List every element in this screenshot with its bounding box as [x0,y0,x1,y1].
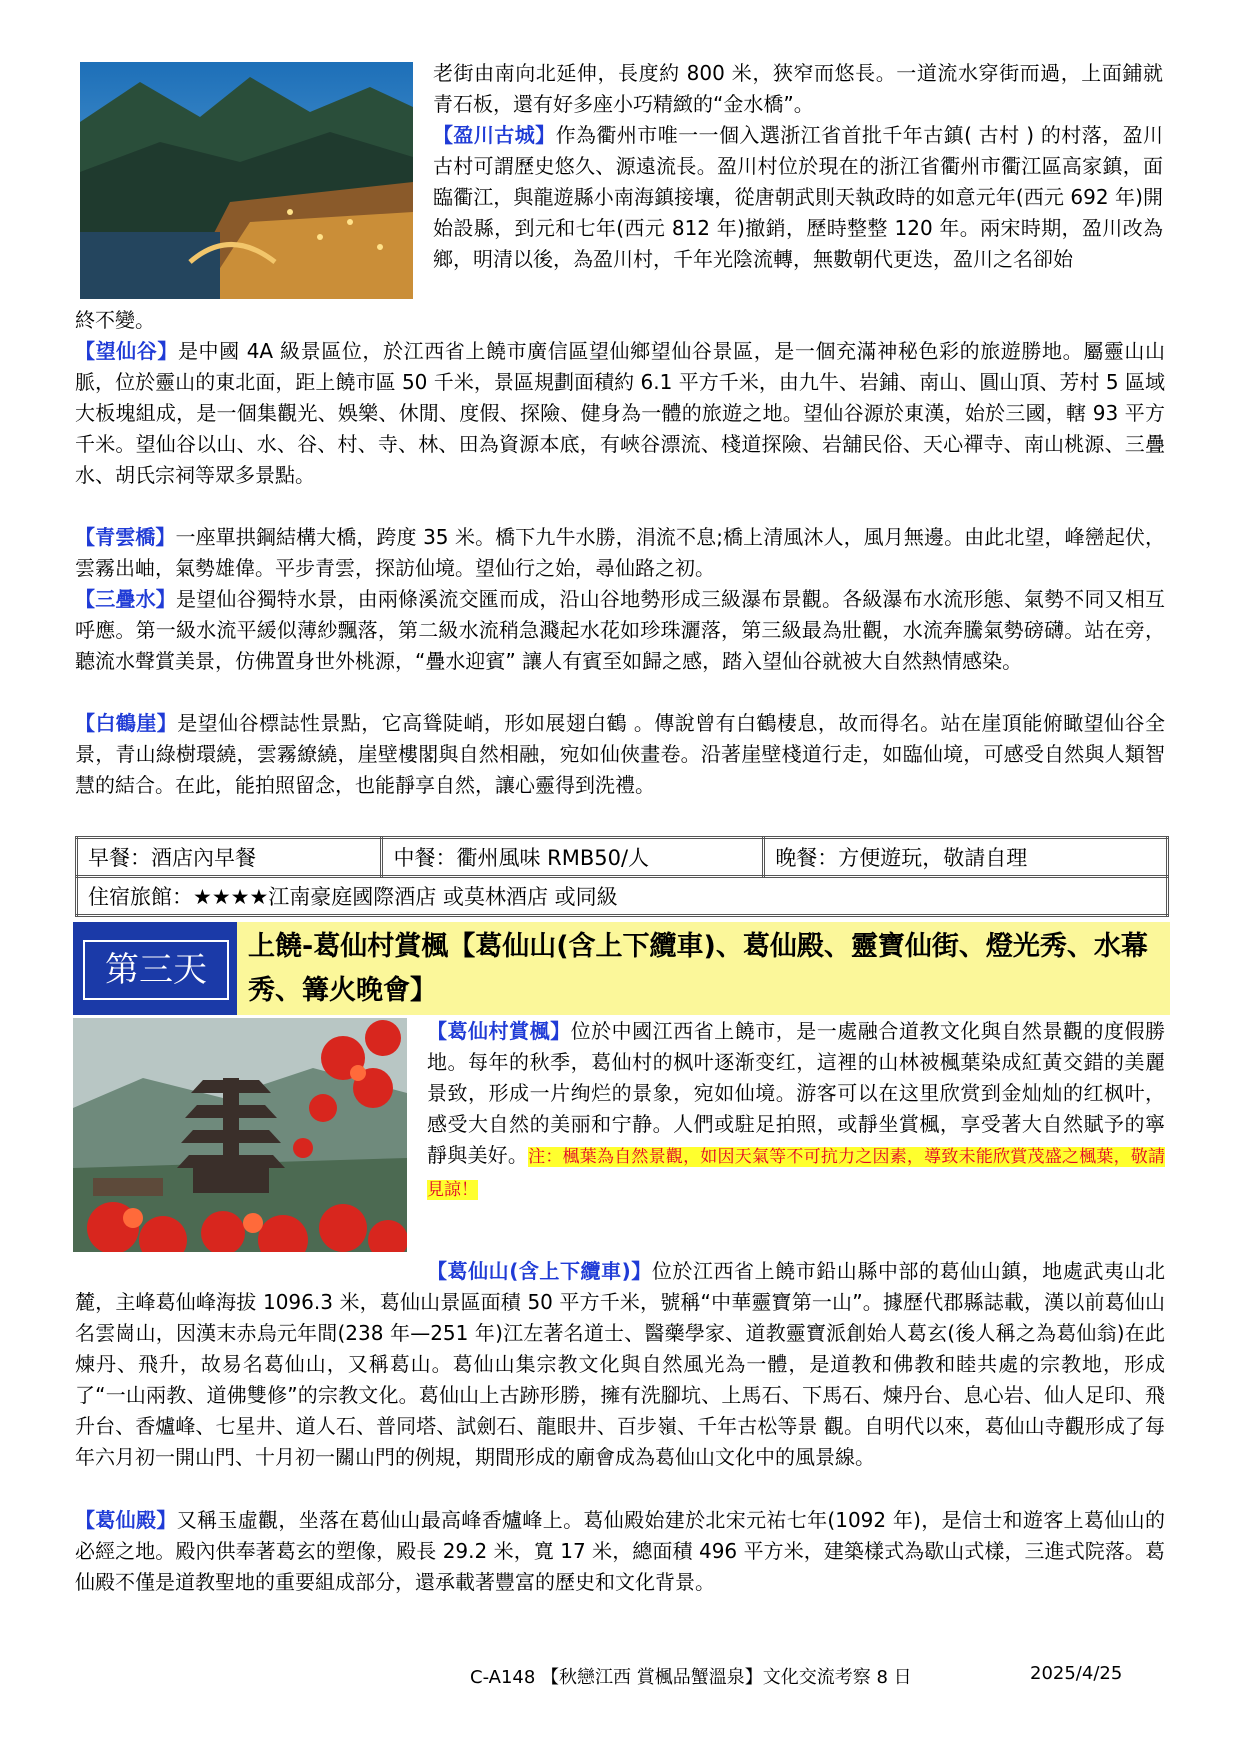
intro-paragraph: 老街由南向北延伸，長度約 800 米，狹窄而悠長。一道流水穿街而過，上面鋪就青石板，還有好多座小巧精緻的“金水橋”。 【盈川古城】作為衢州市唯一一個入選浙江省首批千年古鎮( 古村 ) 的村落，盈川古村可謂歷史悠久、源遠流長。盈川村位於現在的浙江省衢州市衢江區高家鎮，面臨衢江，與龍遊縣小南海鎮接壤，從唐朝武則天執政時的如意元年(西元 692 年)開始設縣，到元和七年(西元 812 年)撤銷，歷時整整 120 年。兩宋時期，盈川改為鄉，明清以後，為盈川村，千年光陰流轉，無數朝代更迭，盈川之名卻始 [433,61,1164,271]
gexiancun-photo [73,1018,407,1252]
baihe-paragraph: 【白鶴崖】是望仙谷標誌性景點，它高聳陡峭，形如展翅白鶴 。傳說曾有白鶴棲息，故而得名。站在崖頂能俯瞰望仙谷全景，青山綠樹環繞，雲霧繚繞，崖壁樓閣與自然相融，宛如仙俠畫卷。沿著崖壁棧道行走，如臨仙境，可感受自然與人類智慧的結合。在此，能拍照留念，也能靜享自然，讓心靈得到洗禮。 [75,711,1166,797]
yingchuan-heading: 【盈川古城】 [433,123,556,147]
sandie-heading: 【三疊水】 [75,587,176,611]
yingchuan-tail: 終不變。 [75,308,155,332]
day3-badge-label: 第三天 [83,940,229,1000]
gexiancun-paragraph: 【葛仙村賞楓】位於中國江西省上饒市，是一處融合道教文化與自然景觀的度假勝地。每年的秋季，葛仙村的枫叶逐渐变红，這裡的山林被楓葉染成紅黃交錯的美麗景致，形成一片绚烂的景象，宛如仙境。游客可以在这里欣赏到金灿灿的红枫叶，感受大自然的美丽和宁静。人們或駐足拍照，或靜坐賞楓，享受著大自然賦予的寧靜與美好。注：楓葉為自然景觀，如因天氣等不可抗力之因素，導致未能欣賞茂盛之楓葉，敬請見諒！ [427,1019,1166,1200]
day3-title: 上饒-葛仙村賞楓【葛仙山(含上下纜車)、葛仙殿、靈寶仙街、燈光秀、水幕秀、篝火晚會】 [248,931,1148,1006]
gexiandian-paragraph: 【葛仙殿】又稱玉虛觀，坐落在葛仙山最高峰香爐峰上。葛仙殿始建於北宋元祐七年(1092 年)，是信士和遊客上葛仙山的必經之地。殿內供奉著葛玄的塑像，殿長 29.2 米，寬 17 米，總面積 496 平方米，建築樣式為歇山式樣，三進式院落。葛仙殿不僅是道教聖地的重要組成部分，還承載著豐富的歷史和文化背景。 [75,1508,1165,1594]
wangxiangu-paragraph: 【望仙谷】是中國 4A 級景區位，於江西省上饒市廣信區望仙鄉望仙谷景區，是一個充滿神秘色彩的旅遊勝地。屬靈山山脈，位於靈山的東北面，距上饒市區 50 千米，景區規劃面積約 6.1 平方千米，由九牛、岩鋪、南山、圓山頂、芳村 5 區域大板塊組成，是一個集觀光、娛樂、休閒、度假、探險、健身為一體的旅遊之地。望仙谷源於東漢，始於三國，轄 93 平方千米。望仙谷以山、水、谷、村、寺、林、田為資源本底，有峽谷漂流、棧道探險、岩舖民俗、天心禪寺、南山桃源、三疊水、胡氏宗祠等眾多景點。 [75,339,1165,487]
breakfast-cell: 早餐：酒店內早餐 [77,838,382,877]
meals-table [75,836,1169,917]
qingyun-heading: 【青雲橋】 [75,525,176,549]
baihe-heading: 【白鶴崖】 [75,711,178,735]
gexiancun-heading: 【葛仙村賞楓】 [427,1019,571,1043]
sandie-paragraph: 【三疊水】是望仙谷獨特水景，由兩條溪流交匯而成，沿山谷地勢形成三級瀑布景觀。各級瀑布水流形態、氣勢不同又相互呼應。第一級水流平緩似薄紗飄落，第二級水流稍急濺起水花如珍珠灑落，第三級最為壯觀，水流奔騰氣勢磅礴。站在旁，聽流水聲賞美景，仿佛置身世外桃源，“疊水迎賓” 讓人有賓至如歸之感，踏入望仙谷就被大自然熱情感染。 [75,587,1166,673]
maple-note: 注：楓葉為自然景觀，如因天氣等不可抗力之因素，導致未能欣賞茂盛之楓葉，敬請見諒！ [427,1147,1166,1200]
hotel-cell: 住宿旅館：★★★★江南豪庭國際酒店 或莫林酒店 或同級 [77,877,1168,916]
gexianshan-paragraph: 【葛仙山(含上下纜車)】位於江西省上饒市鉛山縣中部的葛仙山鎮，地處武夷山北麓，主峰葛仙峰海拔 1096.3 米，葛仙山景區面積 50 平方千米，號稱“中華靈寶第一山”。據歷代郡縣誌載，漢以前葛仙山名雲崗山，因漢末赤烏元年間(238 年—251 年)江左著名道士、醫藥學家、道教靈寶派創始人葛玄(後人稱之為葛仙翁)在此煉丹、飛升，故易名葛仙山，又稱葛山。葛仙山集宗教文化與自然風光為一體，是道教和佛教和睦共處的宗教地，形成了“一山兩教、道佛雙修”的宗教文化。葛仙山上古跡形勝，擁有洗腳坑、上馬石、下馬石、煉丹台、息心岩、仙人足印、飛升台、香爐峰、七星井、道人石、普同塔、試劍石、龍眼井、百步嶺、千年古松等景 觀。自明代以來，葛仙山寺觀形成了每年六月初一開山門、十月初一關山門的例規，期間形成的廟會成為葛仙山文化中的風景線。 [75,1259,1166,1469]
footer-date: 2025/4/25 [1030,1663,1123,1684]
gexianshan-heading: 【葛仙山(含上下纜車)】 [427,1259,652,1283]
lunch-cell: 中餐：衢州風味 RMB50/人 [382,838,764,877]
tour-code: C-A148 【秋戀江西 賞楓品蟹溫泉】文化交流考察 8 日 [470,1667,912,1688]
qingyun-paragraph: 【青雲橋】一座單拱鋼結構大橋，跨度 35 米。橋下九牛水勝，涓流不息;橋上清風沐人，風月無邊。由此北望，峰巒起伏，雲霧出岫，氣勢雄偉。平步青雲，探訪仙境。望仙行之始，尋仙路之初。 [75,525,1166,580]
wangxiangu-heading: 【望仙谷】 [75,339,178,363]
dinner-cell: 晚餐：方便遊玩，敬請自理 [764,838,1168,877]
gexiandian-heading: 【葛仙殿】 [75,1508,177,1532]
yingchuan-photo [80,62,413,299]
page-footer [470,1663,1123,1689]
day3-badge [73,922,237,1015]
